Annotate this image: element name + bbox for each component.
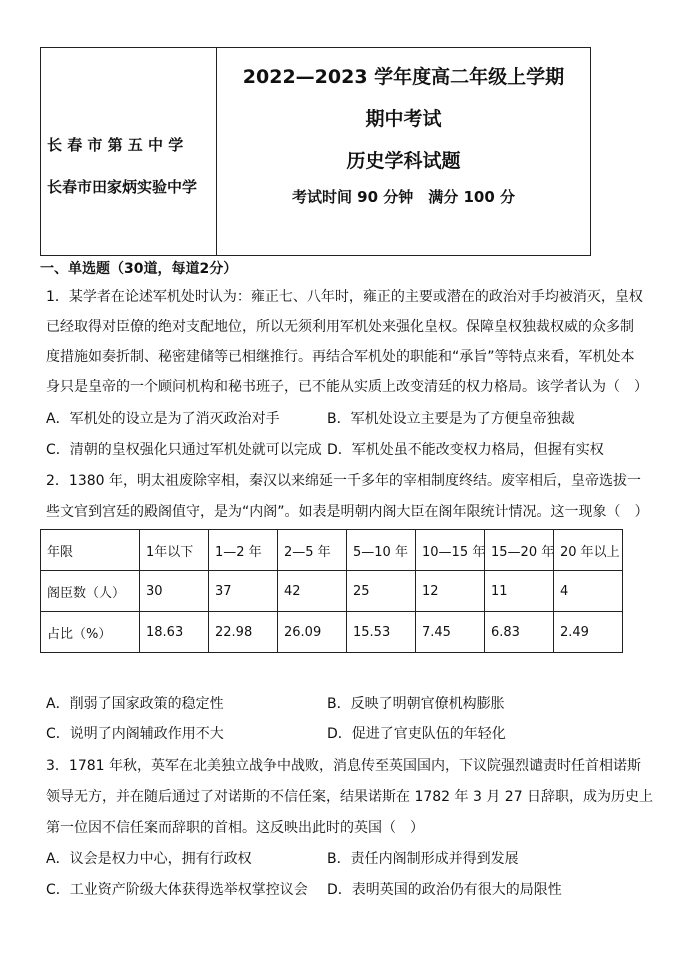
question-1-text: 已经取得对臣僚的绝对支配地位，所以无须利用军机处来强化皇权。保障皇权独裁权威的众多制 (46, 319, 634, 335)
table-cell: 2.49 (554, 612, 623, 653)
table-cell: 37 (209, 571, 278, 612)
question-1-text: 度措施如奏折制、秘密建储等已相继推行。再结合军机处的职能和“承旨”等特点来看，军机处本 (46, 349, 635, 365)
exam-type-title: 期中考试 (365, 108, 442, 130)
school-name: 长春市田家炳实验中学 (47, 178, 198, 196)
table-cell: 25 (347, 571, 416, 612)
question-2-text: 2．1380 年，明太祖废除宰相，秦汉以来绵延一千多年的宰相制度终结。废宰相后，皇帝选拔一 (46, 473, 641, 489)
question-3-text: 领导无方，并在随后通过了对诺斯的不信任案，结果诺斯在 1782 年 3 月 27 日辞职，成为历史上 (46, 789, 654, 805)
cabinet-tenure-table (40, 529, 623, 653)
table-row (41, 571, 623, 612)
table-header-cell: 2—5 年 (278, 530, 347, 571)
question-2-option-c: C．说明了内阁辅政作用不大 (46, 726, 224, 742)
table-cell: 6.83 (485, 612, 554, 653)
school-name: 长春市第五中学 (47, 136, 189, 154)
table-header-cell: 1—2 年 (209, 530, 278, 571)
question-3-option-c: C．工业资产阶级大体获得选举权掌控议会 (46, 882, 308, 898)
table-cell: 4 (554, 571, 623, 612)
question-1-option-a: A．军机处的设立是为了消灭政治对手 (46, 411, 280, 427)
table-cell: 12 (416, 571, 485, 612)
table-header-cell: 20 年以上 (554, 530, 623, 571)
question-3-text: 第一位因不信任案而辞职的首相。这反映出此时的英国（ ） (46, 820, 424, 836)
question-3-option-b: B．责任内阁制形成并得到发展 (327, 851, 519, 867)
table-cell: 26.09 (278, 612, 347, 653)
question-3-option-d: D．表明英国的政治仍有很大的局限性 (327, 882, 562, 898)
question-1-option-b: B．军机处设立主要是为了方便皇帝独裁 (327, 411, 575, 427)
table-cell: 18.63 (140, 612, 209, 653)
table-cell: 15.53 (347, 612, 416, 653)
table-cell: 42 (278, 571, 347, 612)
question-2-text: 些文官到宫廷的殿阁值守，是为“内阁”。如表是明朝内阁大臣在阁年限统计情况。这一现象（ ） (46, 504, 649, 520)
exam-time-info: 考试时间 90 分钟 满分 100 分 (291, 188, 516, 206)
question-3-option-a: A．议会是权力中心，拥有行政权 (46, 851, 252, 867)
table-row (41, 612, 623, 653)
table-header-cell: 年限 (41, 530, 140, 571)
table-header-cell: 5—10 年 (347, 530, 416, 571)
table-cell: 阁臣数（人） (41, 571, 140, 612)
question-1-option-c: C．清朝的皇权强化只通过军机处就可以完成 (46, 442, 322, 458)
question-2-option-b: B．反映了明朝官僚机构膨胀 (327, 696, 505, 712)
question-2-option-a: A．削弱了国家政策的稳定性 (46, 696, 224, 712)
table-cell: 占比（%） (41, 612, 140, 653)
question-1-option-d: D．军机处虽不能改变权力格局，但握有实权 (327, 442, 604, 458)
exam-subject-title: 历史学科试题 (346, 150, 461, 172)
table-cell: 11 (485, 571, 554, 612)
table-header-cell: 15—20 年 (485, 530, 554, 571)
table-header-cell: 1年以下 (140, 530, 209, 571)
exam-header (40, 47, 591, 256)
school-names (41, 48, 217, 255)
exam-year-title: 2022—2023 学年度高二年级上学期 (242, 66, 565, 88)
table-cell: 30 (140, 571, 209, 612)
table-header-row (41, 530, 623, 571)
question-1-text: 身只是皇帝的一个顾问机构和秘书班子，已不能从实质上改变清廷的权力格局。该学者认为（ ） (46, 379, 648, 395)
table-cell: 7.45 (416, 612, 485, 653)
question-1-text: 1．某学者在论述军机处时认为：雍正七、八年时，雍正的主要或潜在的政治对手均被消灭，皇权 (46, 289, 643, 305)
question-3-text: 3．1781 年秋，英军在北美独立战争中战败，消息传至英国国内，下议院强烈谴责时任首相诺斯 (46, 758, 641, 774)
section-title: 一、单选题（30道，每道2分） (40, 261, 238, 277)
table-header-cell: 10—15 年 (416, 530, 485, 571)
table-cell: 22.98 (209, 612, 278, 653)
question-2-option-d: D．促进了官吏队伍的年轻化 (327, 726, 506, 742)
exam-title-block (217, 48, 590, 255)
